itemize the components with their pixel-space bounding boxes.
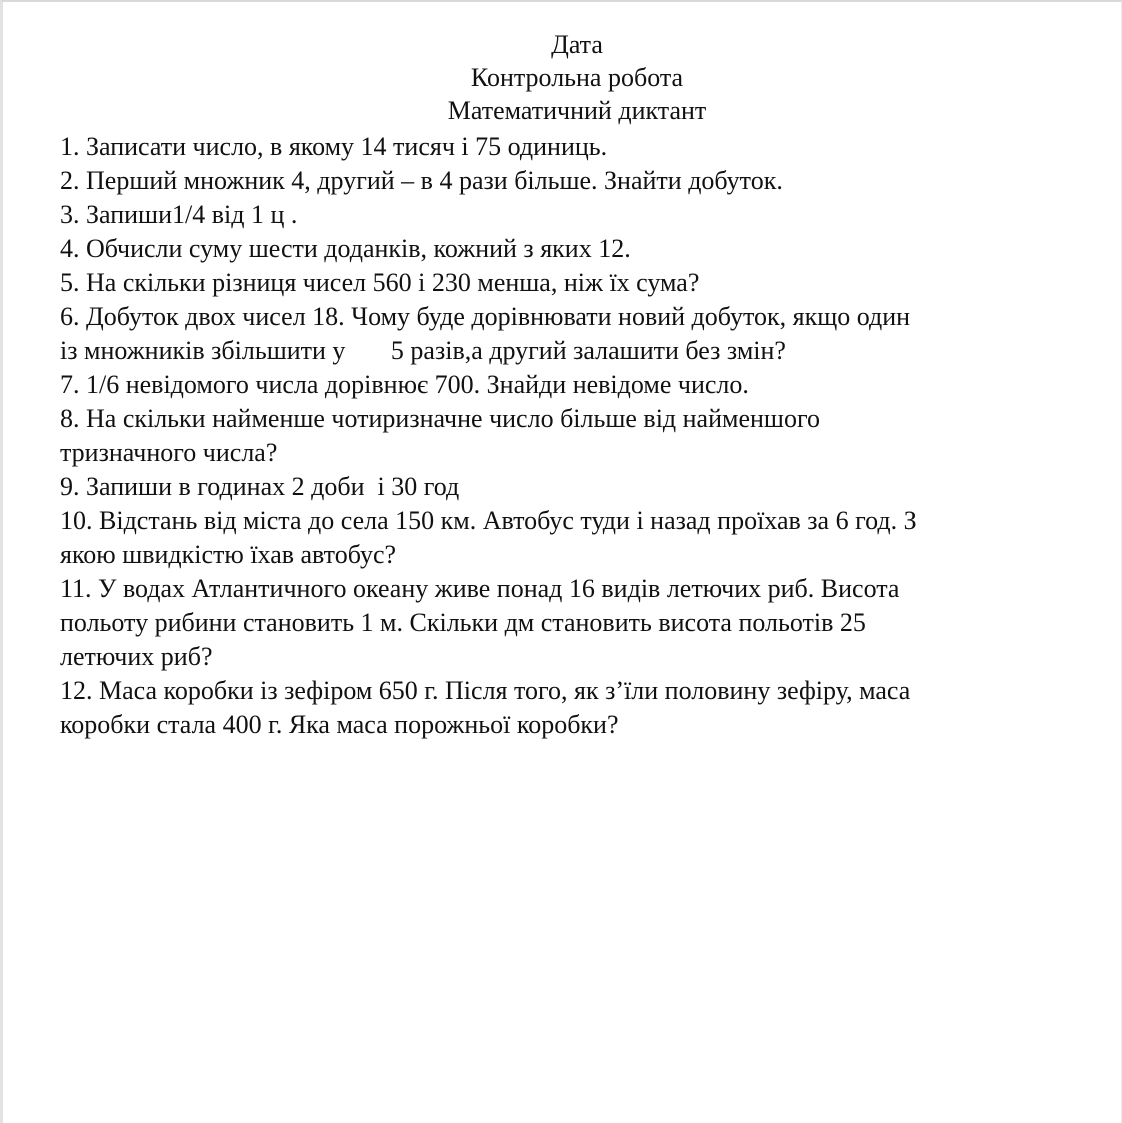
question-item-1 <box>60 130 1100 164</box>
question-text-line: 4. Обчисли суму шести доданків, кожний з яких 12. <box>60 234 631 263</box>
question-text-line: якою швидкістю їхав автобус? <box>60 540 397 569</box>
question-list <box>60 130 1100 742</box>
question-text-line: із множників збільшити у 5 разів,а другий залашити без змін? <box>60 336 786 365</box>
question-text-line: 5. На скільки різниця чисел 560 і 230 менша, ніж їх сума? <box>60 268 700 297</box>
question-text-line: 7. 1/6 невідомого числа дорівнює 700. Знайди невідоме число. <box>60 370 749 399</box>
question-text-line: летючих риб? <box>60 642 213 671</box>
question-item-11 <box>60 572 1100 674</box>
question-text-line: 10. Відстань від міста до села 150 км. Автобус туди і назад проїхав за 6 год. З <box>60 506 917 535</box>
question-text-line: 9. Запиши в годинах 2 доби і 30 год <box>60 472 460 501</box>
date-label: Дата <box>551 30 603 59</box>
question-item-3 <box>60 198 1100 232</box>
question-item-6 <box>60 300 1100 368</box>
question-item-10 <box>60 504 1100 572</box>
question-text-line: 6. Добуток двох чисел 18. Чому буде дорівнювати новий добуток, якщо один <box>60 302 911 331</box>
question-text-line: 3. Запиши1/4 від 1 ц . <box>60 200 298 229</box>
question-text-line: 8. На скільки найменше чотиризначне число більше від найменшого <box>60 404 820 433</box>
question-item-8 <box>60 402 1100 470</box>
question-text-line: коробки стала 400 г. Яка маса порожньої коробки? <box>60 710 619 739</box>
document-header <box>3 28 1122 127</box>
question-item-7 <box>60 368 1100 402</box>
question-item-12 <box>60 674 1100 742</box>
question-item-9 <box>60 470 1100 504</box>
question-text-line: 1. Записати число, в якому 14 тисяч і 75 одиниць. <box>60 132 608 161</box>
question-item-4 <box>60 232 1100 266</box>
document-subtitle: Математичний диктант <box>447 96 707 125</box>
question-text-line: 2. Перший множник 4, другий – в 4 рази більше. Знайти добуток. <box>60 166 783 195</box>
question-text-line: тризначного числа? <box>60 438 278 467</box>
question-text-line: 11. У водах Атлантичного океану живе понад 16 видів летючих риб. Висота <box>60 574 900 603</box>
question-text-line: 12. Маса коробки із зефіром 650 г. Після того, як з’їли половину зефіру, маса <box>60 676 911 705</box>
document-title: Контрольна робота <box>470 63 684 92</box>
question-item-2 <box>60 164 1100 198</box>
question-item-5 <box>60 266 1100 300</box>
question-text-line: польоту рибини становить 1 м. Скільки дм становить висота польотів 25 <box>60 608 866 637</box>
